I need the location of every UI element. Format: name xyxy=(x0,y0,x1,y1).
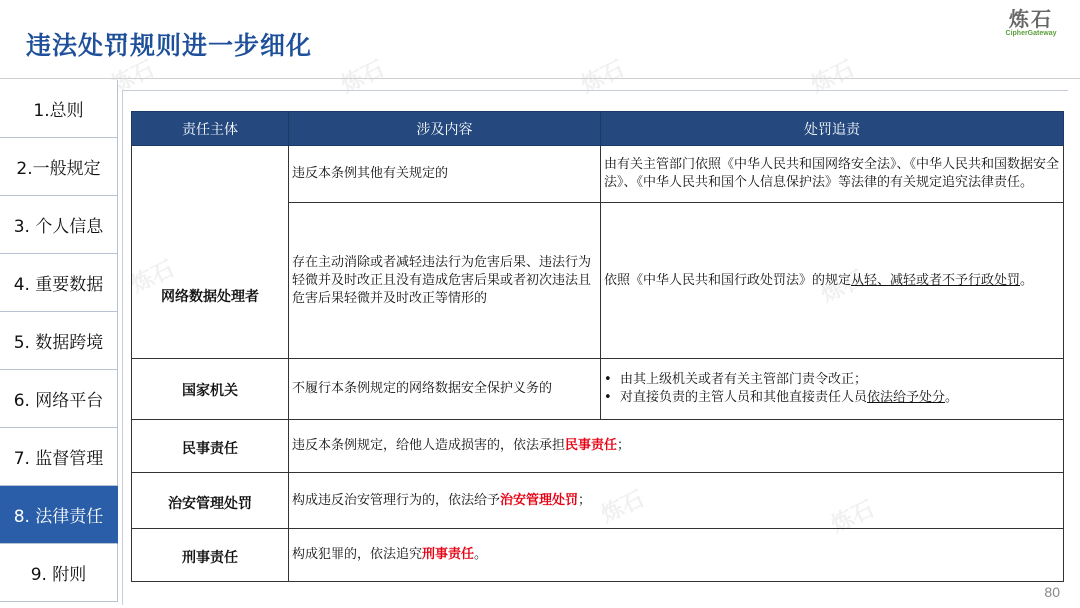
content-cell xyxy=(289,420,1064,473)
column-header-penalty: 处罚追责 xyxy=(601,112,1064,146)
watermark: 炼石 xyxy=(817,266,869,308)
subject-cell xyxy=(132,529,289,582)
sidebar-item-label: 4. 重要数据 xyxy=(13,275,104,295)
content-cell xyxy=(289,529,1064,582)
bullet-dot-icon: • xyxy=(604,390,612,405)
sidebar-item-label: 2.一般规定 xyxy=(16,159,101,179)
bullet-item xyxy=(604,389,1060,407)
column-header-subject: 责任主体 xyxy=(132,112,289,146)
content-text-end: ； xyxy=(578,492,592,508)
bullet-emphasis: 依法给予处分 xyxy=(867,390,946,405)
sidebar-item-label: 5. 数据跨境 xyxy=(13,333,104,353)
logo-subtitle: CipherGateway xyxy=(1005,30,1057,37)
bullet-text-end: 。 xyxy=(945,390,959,405)
content-cell: 违反本条例其他有关规定的 xyxy=(289,146,601,203)
watermark: 炼石 xyxy=(337,56,389,98)
penalty-cell xyxy=(601,203,1064,359)
penalty-text: 依照《中华人民共和国行政处罚法》的规定 xyxy=(604,272,852,288)
subject-text: 国家机关 xyxy=(182,383,238,399)
table-row xyxy=(132,420,1064,473)
bullet-item xyxy=(604,371,1060,389)
watermark: 炼石 xyxy=(577,56,629,98)
logo-mark: 炼石 xyxy=(1009,7,1053,31)
table-header-row xyxy=(132,112,1064,146)
content-text: 构成违反治安管理行为的，依法给予 xyxy=(292,492,501,508)
bullet-dot-icon: • xyxy=(604,372,612,387)
content-cell: 不履行本条例规定的网络数据安全保护义务的 xyxy=(289,359,601,420)
sidebar-item-general[interactable] xyxy=(0,80,118,138)
company-logo xyxy=(996,8,1066,37)
sidebar-item-label: 6. 网络平台 xyxy=(13,391,104,411)
sidebar-item-personal-info[interactable] xyxy=(0,196,118,254)
emphasis-text: 民事责任 xyxy=(565,438,618,453)
bullet-text: 对直接负责的主管人员和其他直接责任人员 xyxy=(620,390,868,405)
table-row xyxy=(132,359,1064,420)
penalty-emphasis: 从轻、减轻或者不予行政处罚 xyxy=(851,272,1021,288)
watermark: 炼石 xyxy=(597,486,649,528)
sidebar-nav xyxy=(0,80,118,602)
emphasis-text: 刑事责任 xyxy=(422,547,475,562)
content-text-end: ； xyxy=(617,438,631,453)
sidebar-item-platform[interactable] xyxy=(0,370,118,428)
sidebar-item-label: 9. 附则 xyxy=(30,565,87,585)
penalty-text-end: 。 xyxy=(1020,272,1034,288)
sidebar-item-label: 1.总则 xyxy=(33,101,84,121)
content-text-end: 。 xyxy=(474,547,488,562)
subject-cell xyxy=(132,473,289,529)
table-row xyxy=(132,473,1064,529)
watermark: 炼石 xyxy=(827,496,879,538)
sidebar-item-label: 3. 个人信息 xyxy=(13,217,104,237)
subject-cell xyxy=(132,420,289,473)
subject-cell xyxy=(132,359,289,420)
emphasis-text: 治安管理处罚 xyxy=(500,492,579,508)
column-header-content: 涉及内容 xyxy=(289,112,601,146)
subject-text: 治安管理处罚 xyxy=(168,495,252,512)
watermark: 炼石 xyxy=(107,56,159,98)
page-title: 违法处罚规则进一步细化 xyxy=(26,31,313,60)
sidebar-item-label: 8. 法律责任 xyxy=(13,507,104,527)
subject-text: 民事责任 xyxy=(182,441,238,457)
watermark: 炼石 xyxy=(807,56,859,98)
content-cell xyxy=(289,473,1064,529)
watermark: 炼石 xyxy=(127,256,179,298)
sidebar-item-legal-liability[interactable] xyxy=(0,486,118,544)
content-text: 违反本条例规定，给他人造成损害的，依法承担 xyxy=(292,438,566,453)
bullet-text: 由其上级机关或者有关主管部门责令改正； xyxy=(620,372,868,387)
liability-table xyxy=(131,111,1064,582)
penalty-cell xyxy=(601,359,1064,420)
table-row xyxy=(132,146,1064,203)
sidebar-item-cross-border[interactable] xyxy=(0,312,118,370)
sidebar-item-supervision[interactable] xyxy=(0,428,118,486)
subject-text: 网络数据处理者 xyxy=(161,289,259,305)
subject-text: 刑事责任 xyxy=(182,550,238,566)
page-number: 80 xyxy=(1044,584,1060,600)
content-cell: 存在主动消除或者减轻违法行为危害后果、违法行为轻微并及时改正且没有造成危害后果或者初次违法且危害后果轻微并及时改正等情形的 xyxy=(289,203,601,359)
subject-cell xyxy=(132,146,289,359)
penalty-cell: 由有关主管部门依照《中华人民共和国网络安全法》、《中华人民共和国数据安全法》、《中华人民共和国个人信息保护法》等法律的有关规定追究法律责任。 xyxy=(601,146,1064,203)
table-row xyxy=(132,529,1064,582)
sidebar-item-general-rules[interactable] xyxy=(0,138,118,196)
sidebar-item-appendix[interactable] xyxy=(0,544,118,602)
title-divider xyxy=(0,78,1080,79)
sidebar-item-important-data[interactable] xyxy=(0,254,118,312)
content-text: 构成犯罪的，依法追究 xyxy=(292,547,423,562)
sidebar-item-label: 7. 监督管理 xyxy=(13,449,104,469)
